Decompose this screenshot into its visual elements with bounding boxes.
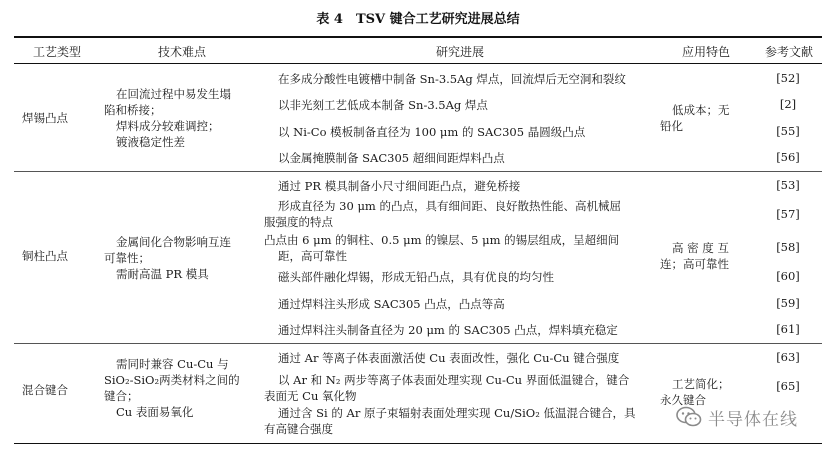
features-line: 连；高可靠性 (660, 257, 729, 271)
difficulty-line: 陷和桥接； (104, 103, 162, 117)
features-line: 高 密 度 互 (672, 241, 729, 255)
progress-row: 通过焊料注头形成 SAC305 凸点，凸点等高 (278, 297, 505, 311)
progress-line: 以 Ar 和 N₂ 两步等离子体表面处理实现 Cu-Cu 界面低温键合，键合 (278, 373, 630, 387)
difficulty-cell (104, 234, 266, 282)
reference: [56] (776, 150, 800, 164)
progress-row: 磁头部件融化焊锡，形成无铅凸点，具有优良的均匀性 (278, 270, 554, 284)
features-line: 低成本；无 (672, 103, 730, 117)
progress-row (264, 232, 619, 264)
header-rule (14, 63, 822, 64)
progress-row: 以金属掩膜制备 SAC305 超细间距焊料凸点 (278, 151, 505, 165)
process-type: 铜柱凸点 (22, 249, 68, 263)
watermark-text: 半导体在线 (708, 409, 798, 430)
progress-row (264, 198, 621, 230)
features-cell (660, 240, 756, 272)
reference: [57] (776, 207, 800, 221)
reference: [61] (776, 322, 800, 336)
progress-line: 服强度的特点 (264, 215, 333, 229)
progress-line: 有高键合强度 (264, 422, 333, 436)
table-top-rule (14, 36, 822, 38)
reference: [2] (779, 97, 797, 111)
group-divider (14, 171, 822, 172)
header-progress: 研究进展 (435, 45, 484, 59)
progress-row: 在多成分酸性电镀槽中制备 Sn-3.5Ag 焊点，回流焊后无空洞和裂纹 (278, 72, 626, 86)
difficulty-line: 在回流过程中易发生塌 (116, 87, 231, 101)
progress-line: 通过含 Si 的 Ar 原子束辐射表面处理实现 Cu/SiO₂ 低温混合键合，具 (278, 406, 636, 420)
header-refs: 参考文献 (764, 45, 813, 59)
difficulty-line: Cu 表面易氧化 (116, 405, 194, 419)
process-type: 混合键合 (22, 383, 68, 397)
features-line: 永久键合 (660, 393, 706, 407)
reference: [53] (776, 178, 800, 192)
header-type: 工艺类型 (32, 45, 81, 59)
reference: [52] (776, 71, 800, 85)
wechat-icon (676, 406, 702, 428)
difficulty-line: 键合； (104, 389, 139, 403)
difficulty-line: 镀液稳定性差 (116, 135, 185, 149)
progress-line: 形成直径为 30 μm 的凸点，具有细间距、良好散热性能、高机械屈 (278, 199, 621, 213)
group-divider (14, 343, 822, 344)
difficulty-line: 金属间化合物影响互连 (116, 235, 231, 249)
difficulty-line: 需耐高温 PR 模具 (116, 267, 209, 281)
progress-row: 以 Ni-Co 模板制备直径为 100 μm 的 SAC305 晶圆级凸点 (278, 125, 586, 139)
progress-row: 通过 PR 模具制备小尺寸细间距凸点，避免桥接 (278, 179, 521, 193)
table-title: 表 4 TSV 键合工艺研究进展总结 (316, 12, 520, 27)
header-features: 应用特色 (681, 45, 730, 59)
difficulty-line: 需同时兼容 Cu-Cu 与 (116, 357, 229, 371)
features-line: 工艺简化； (672, 377, 730, 391)
header-difficulty: 技术难点 (157, 45, 206, 59)
progress-row (264, 405, 636, 437)
progress-line: 表面无 Cu 氧化物 (264, 389, 357, 403)
progress-row: 以非光刻工艺低成本制备 Sn-3.5Ag 焊点 (278, 98, 488, 112)
watermark (676, 404, 824, 430)
features-cell (660, 102, 752, 134)
reference: [60] (776, 269, 800, 283)
difficulty-cell (104, 86, 266, 150)
progress-line: 凸点由 6 μm 的铜柱、0.5 μm 的镍层、5 μm 的锡层组成，呈超细间 (264, 233, 620, 247)
features-line: 铅化 (660, 119, 683, 133)
reference: [58] (776, 240, 800, 254)
reference: [55] (776, 124, 800, 138)
process-type: 焊锡凸点 (22, 111, 68, 125)
reference: [59] (776, 296, 800, 310)
progress-line: 距，高可靠性 (278, 249, 347, 263)
difficulty-line: 焊料成分较难调控； (116, 119, 220, 133)
progress-row: 通过焊料注头制备直径为 20 μm 的 SAC305 凸点，焊料填充稳定 (278, 323, 618, 337)
difficulty-line: SiO₂-SiO₂两类材料之间的 (104, 373, 240, 387)
difficulty-cell (104, 356, 272, 420)
difficulty-line: 可靠性； (104, 251, 150, 265)
progress-row (264, 372, 630, 404)
reference: [65] (776, 379, 800, 393)
reference: [63] (776, 350, 800, 364)
progress-row: 通过 Ar 等离子体表面激活使 Cu 表面改性，强化 Cu-Cu 键合强度 (278, 351, 620, 365)
table-bottom-rule (14, 443, 822, 444)
